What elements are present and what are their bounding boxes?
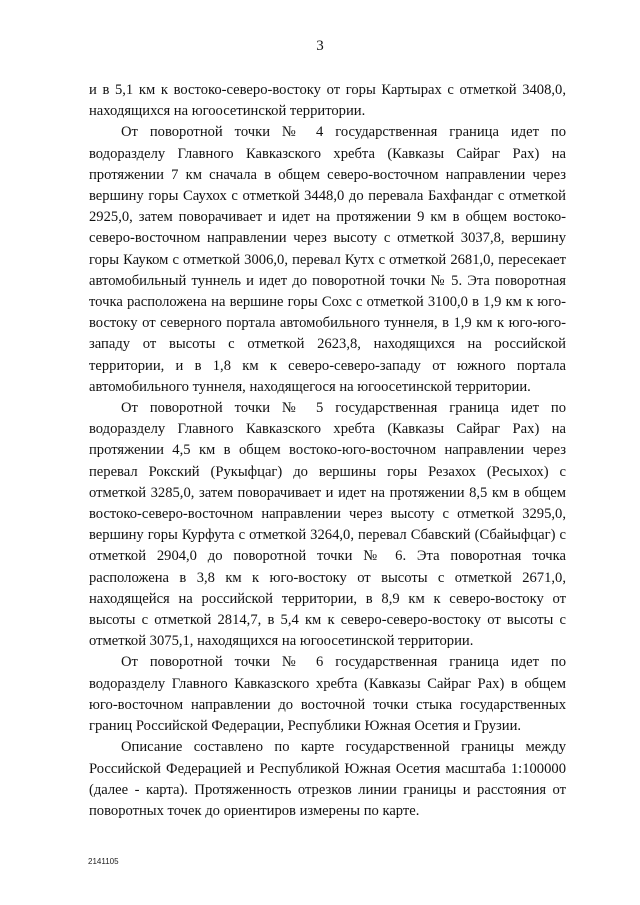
paragraph-map-description: Описание составлено по карте государственной границы между Российской Федерацией и Республикой Южная Осетия масштаба 1:100000 (далее - карта). Протяженность отрезков линии границы и расстояния от поворотных точек до ориентиров измерены по карте.: [89, 739, 566, 819]
paragraph-point-6: От поворотной точки № 6 государственная граница идет по водоразделу Главного Кавказского хребта (Кавказы Сайраг Рах) в общем юго-восточном направлении до восточной точки стыка государственных границ Российской Федерации, Республики Южная Осетия и Грузии.: [89, 654, 566, 735]
page-number: 3: [316, 38, 324, 54]
document-body: [89, 80, 566, 822]
document-code: 2141105: [88, 857, 119, 866]
paragraph-continuation: и в 5,1 км к востоко-северо-востоку от горы Картырах с отметкой 3408,0, находящихся на югоосетинской территории.: [89, 82, 566, 120]
paragraph-point-5: От поворотной точки № 5 государственная граница идет по водоразделу Главного Кавказского хребта (Кавказы Сайраг Рах) на протяжении 4,5 км в общем востоко-юго-восточном направлении через перевал Рокский (Рукыфцаг) до вершины горы Резахох (Ресыхох) с отметкой 3285,0, затем поворачивает и идет на протяжении 8,5 км в общем востоко-северо-восточном направлении через высоту с отметкой 3295,0, вершину горы Курфута с отметкой 3264,0, перевал Сбавский (Сбайыфцаг) с отметкой 2904,0 до поворотной точки № 6. Эта поворотная точка расположена в 3,8 км к юго-востоку от высоты с отметкой 2671,0, находящейся на российской территории, в 8,9 км к северо-востоку от высоты с отметкой 2814,7, в 5,4 км к северо-северо-востоку от высоты с отметкой 3075,1, находящихся на югоосетинской территории.: [89, 400, 566, 650]
paragraph-point-4: От поворотной точки № 4 государственная граница идет по водоразделу Главного Кавказского хребта (Кавказы Сайраг Рах) на протяжении 7 км сначала в общем северо-восточном направлении через вершину горы Саухох с отметкой 3448,0 до перевала Бахфандаг с отметкой 2925,0, затем поворачивает и идет на протяжении 9 км в общем востоко-северо-восточном направлении через высоту с отметкой 3037,8, вершину горы Кауком с отметкой 3006,0, перевал Кутх с отметкой 2681,0, пересекает автомобильный туннель и идет до поворотной точки № 5. Эта поворотная точка расположена на вершине горы Сохс с отметкой 3100,0 в 1,9 км к юго-востоку от северного портала автомобильного туннеля, в 1,9 км к юго-юго-западу от высоты с отметкой 2623,8, находящихся на российской территории, и в 1,8 км к северо-северо-западу от южного портала автомобильного туннеля, находящегося на югоосетинской территории.: [89, 124, 566, 395]
